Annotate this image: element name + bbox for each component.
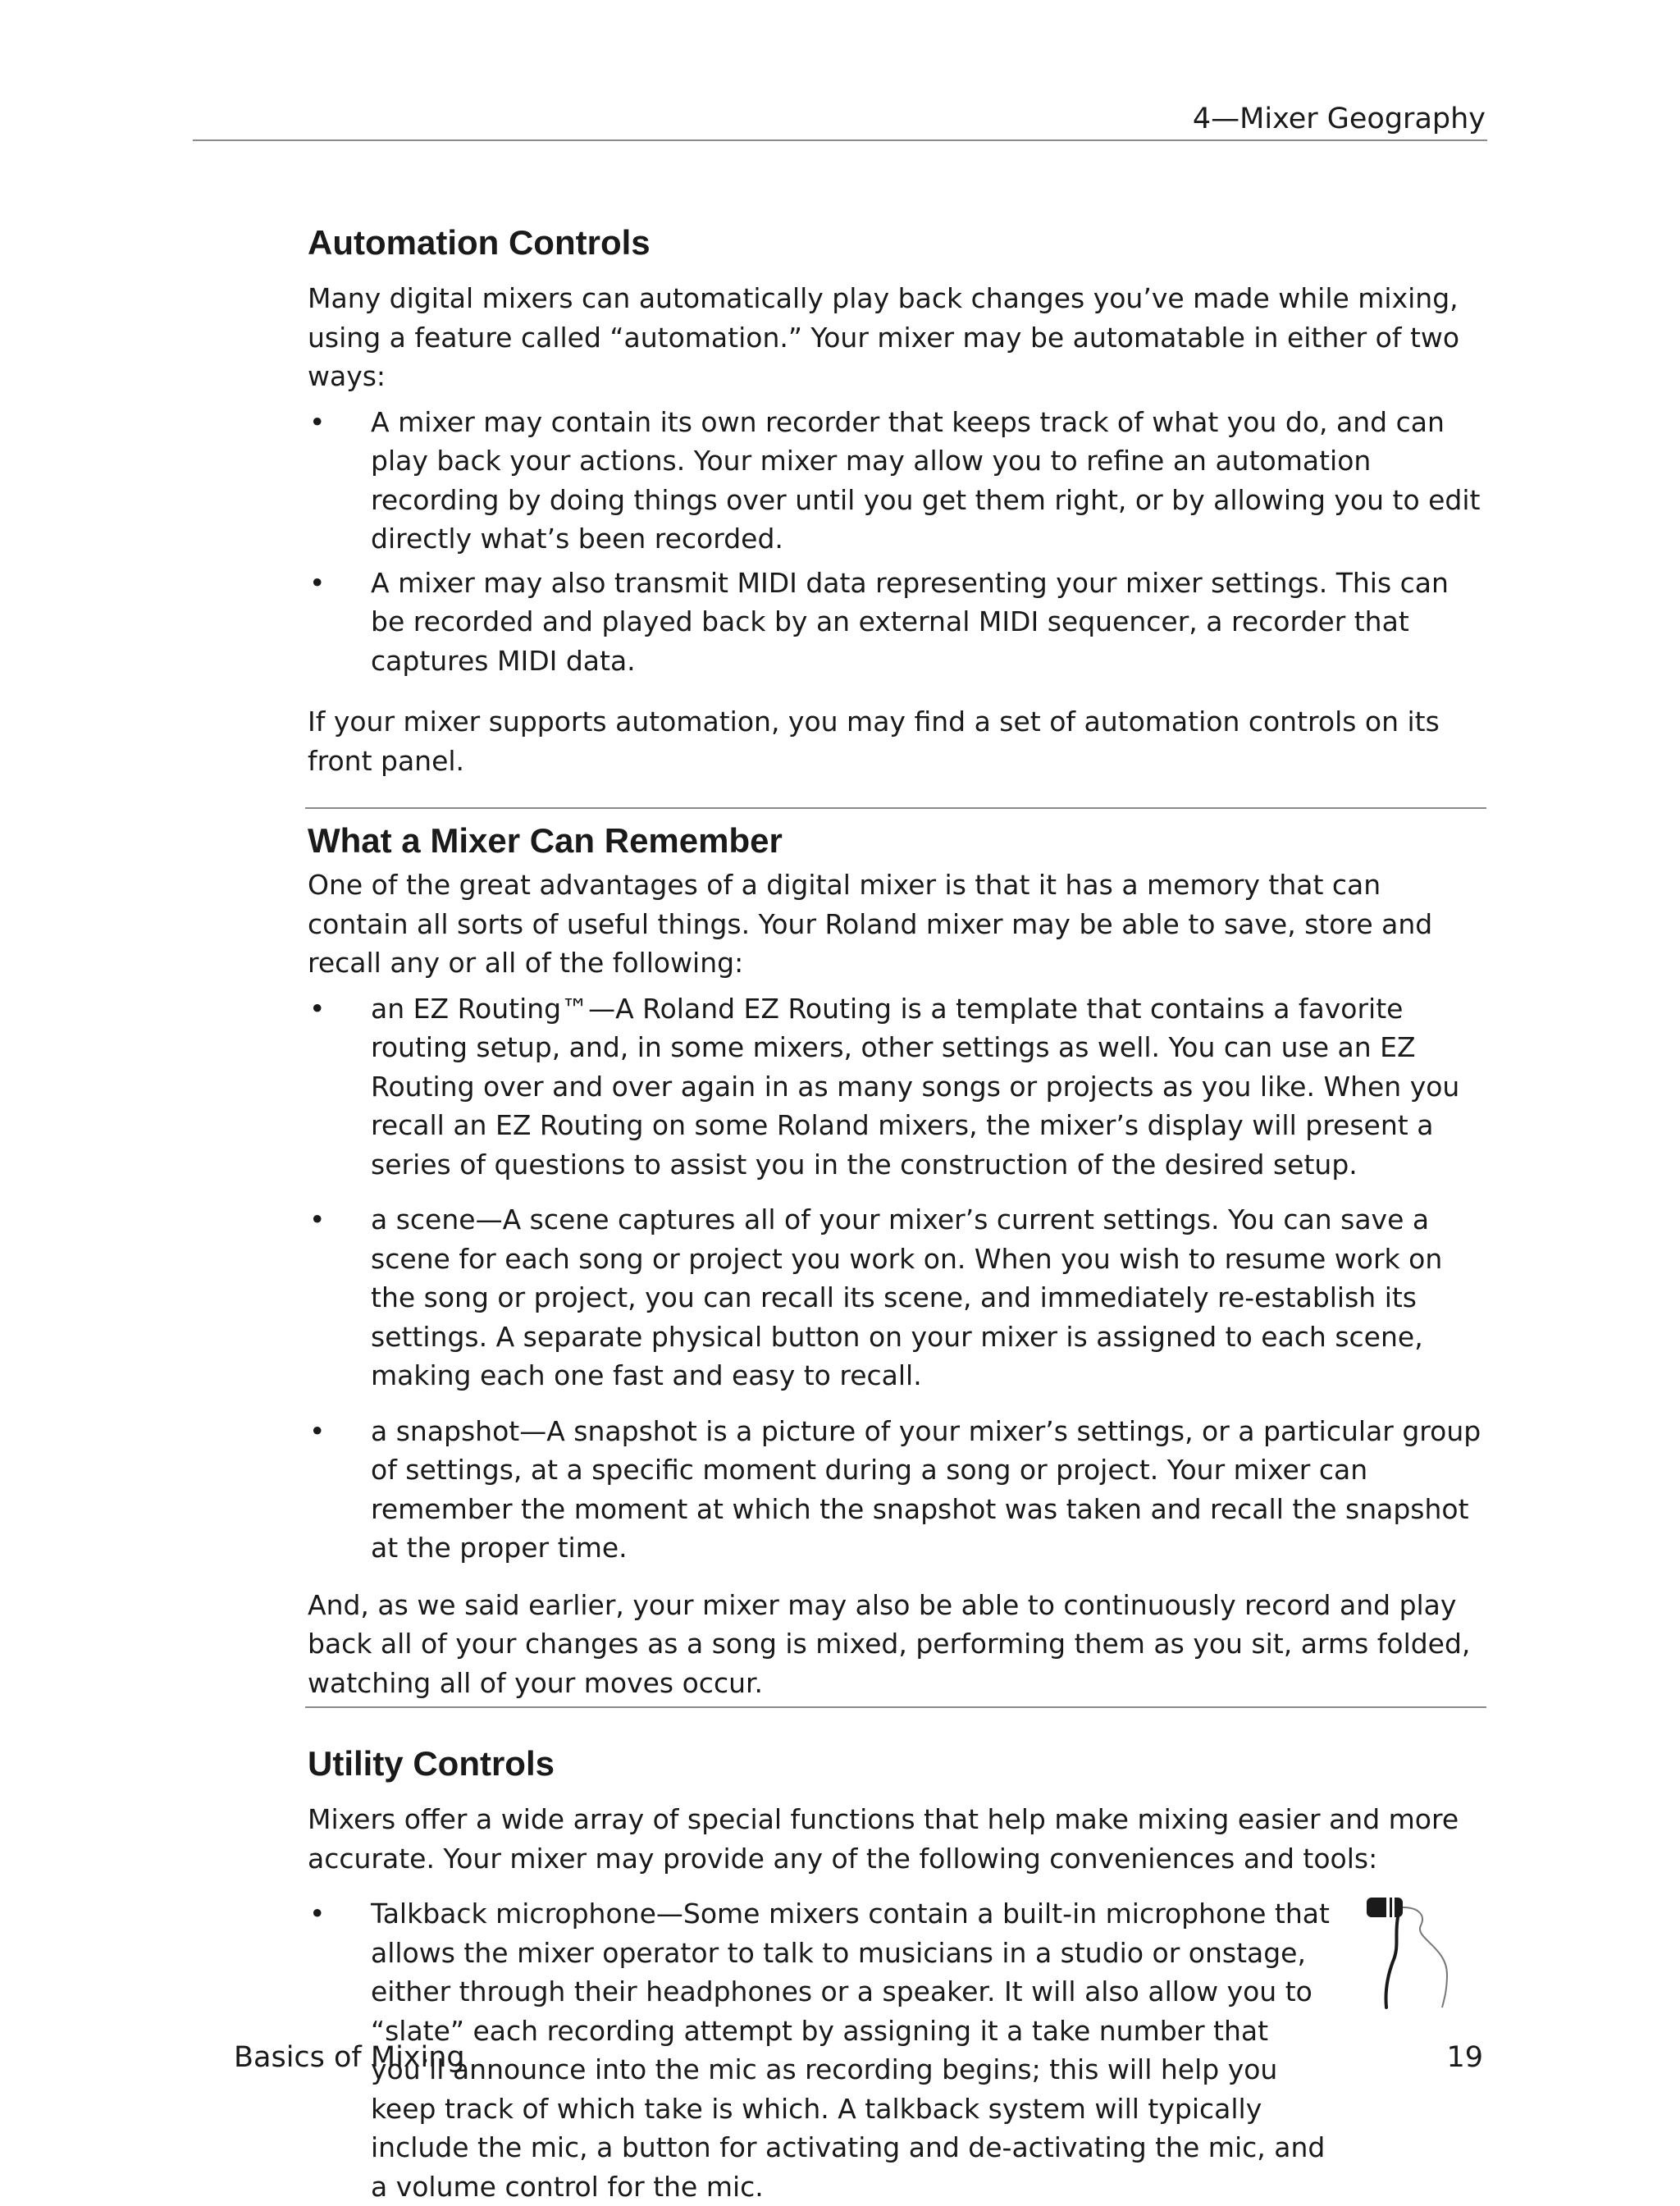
section-outro: If your mixer supports automation, you may find a set of automation controls on its front panel. [308,706,1440,777]
section-title: What a Mixer Can Remember [308,821,783,860]
list-item-text: A mixer may contain its own recorder that keeps track of what you do, and can play back your actions. Your mixer may allow you to refine an automation recording by doing things over until you get them right, or by allowing you to edit directly what’s been recorded. [371,405,1481,555]
running-header: 4—Mixer Geography [1192,103,1486,135]
bullet-list [308,1894,1489,2206]
bullet-list [308,989,1489,1568]
list-item-text: Talkback microphone—Some mixers contain a built-in microphone that allows the mixer operator to talk to musicians in a studio or onstage, either through their headphones or a speaker. It will also allow you to “slate” each recording attempt by assigning it a take number that you’ll announce into the mic as recording begins; this will help you keep track of which take is which. A talkback system will typically include the mic, a button for activating and de-activating the mic, and a volume control for the mic. [371,1898,1330,2203]
list-item [308,1412,1489,1568]
section-title: Utility Controls [308,1744,555,1783]
list-item [308,564,1489,681]
section-title: Automation Controls [308,223,651,262]
list-item [308,989,1489,1185]
bullet-marker: • [309,566,326,599]
section-outro: And, as we said earlier, your mixer may also be able to continuously record and play back all of your changes as a song is mixed, performing them as you sit, arms folded, watching all of your moves occur. [308,1588,1471,1699]
section-divider [305,1706,1486,1708]
list-item [308,1894,1489,2206]
header-rule [193,139,1487,141]
bullet-marker: • [309,992,326,1025]
gooseneck-microphone-icon [1362,1893,1468,2019]
section-utility-controls [308,1742,1489,2206]
list-item-text: an EZ Routing™—A Roland EZ Routing is a template that contains a favorite routing setup, and, in some mixers, other settings as well. You can use an EZ Routing over and over again in as many songs or projects as you like. When you recall an EZ Routing on some Roland mixers, the mixer’s display will present a series of questions to assist you in the construction of the desired setup. [371,992,1460,1181]
list-item [308,1200,1489,1395]
bullet-list [308,403,1489,681]
bullet-marker: • [309,405,326,438]
section-intro: Mixers offer a wide array of special functions that help make mixing easier and more accurate. Your mixer may provide any of the following conveniences and tools: [308,1803,1459,1875]
footer-book-title: Basics of Mixing [234,2041,465,2074]
section-what-a-mixer-can-remember [308,820,1489,1702]
list-item-text: A mixer may also transmit MIDI data representing your mixer settings. This can be recorded and played back by an external MIDI sequencer, a recorder that captures MIDI data. [371,566,1449,677]
section-intro: One of the great advantages of a digital mixer is that it has a memory that can contain all sorts of useful things. Your Roland mixer may be able to save, store and recall any or all of the following: [308,869,1433,979]
list-item-text: a snapshot—A snapshot is a picture of your mixer’s settings, or a particular group of settings, at a specific moment during a song or project. Your mixer can remember the moment at which the snapshot was taken and recall the snapshot at the proper time. [371,1414,1481,1564]
bullet-marker: • [309,1203,326,1235]
list-item-text: a scene—A scene captures all of your mixer’s current settings. You can save a scene for each song or project you work on. When you wish to resume work on the song or project, you can recall its scene, and immediately re-establish its settings. A separate physical button on your mixer is assigned to each scene, making each one fast and easy to recall. [371,1203,1443,1391]
page-content [308,222,1489,2206]
bullet-marker: • [309,1898,326,1930]
list-item [308,403,1489,559]
bullet-marker: • [309,1414,326,1447]
section-intro: Many digital mixers can automatically play back changes you’ve made while mixing, using a feature called “automation.” Your mixer may be automatable in either of two ways: [308,282,1460,392]
section-automation-controls [308,222,1489,780]
page-number: 19 [1446,2041,1483,2074]
section-divider [305,807,1486,809]
